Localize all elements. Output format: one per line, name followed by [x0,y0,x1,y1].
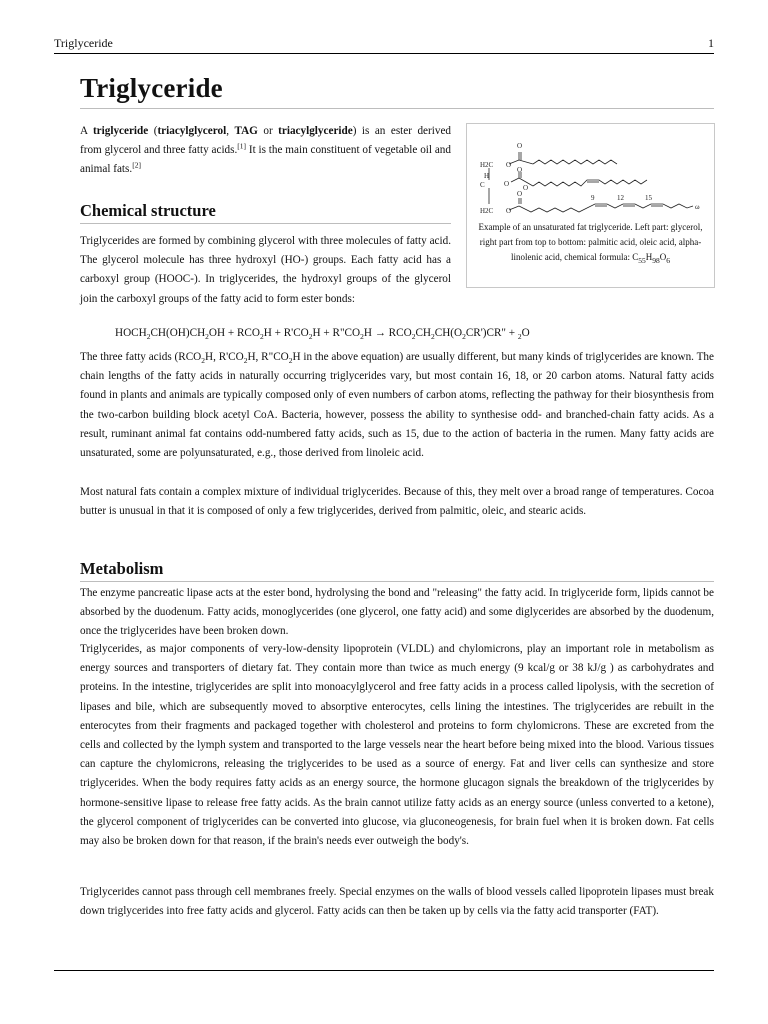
term-tag: TAG [234,125,258,137]
section-divider [80,223,451,224]
esterification-equation: $HOCH_2CH(OH)CH_2OH + RCO_2H + R'CO_2H$ + $R"CO_2H \to RCO_2CH_2CH(O_2CR')CR$" + $_2$O [115,327,530,342]
chemical-structure-paragraph-2: The three fatty acids ($RCO_2H$, $R'CO_2H$, $R"CO_2H$ in the above equation) are usually different, but many kinds of triglycerides are known. The chain lengths of the fatty acids in naturally occurring triglycerides vary, but most contain 16, 18, or 20 carbon atoms. Natural fatty acids found in plants and animals are typically composed only of even numbers of carbon atoms, reflecting the pathway for their biosynthesis from the two-carbon building block acetyl CoA. Bacteria, however, possess the ability to synthesise odd- and branched-chain fatty acids. As a result, ruminant animal fat contains odd-numbered fatty acids, such as 15, due to the action of bacteria in the rumen. Many fatty acids are unsaturated, some are polyunsaturated, e.g., those derived from linoleic acid. [80,351,714,460]
svg-text:ω: ω [695,203,700,211]
intro-paragraph: A triglyceride (triacylglycerol, TAG or triacylglyceride) is an ester derived from glycerol and three fatty acids.[1] It is the main constituent of vegetable oil and animal fats.[2] [80,125,451,176]
svg-text:O: O [506,207,512,215]
section-divider [80,581,714,582]
title-divider [80,108,714,109]
svg-text:O: O [517,190,523,198]
chemical-structure-paragraph-1: Triglycerides are formed by combining glycerol with three molecules of fatty acid. The glycerol molecule has three hydroxyl (HO-) groups. Each fatty acid has a carboxyl group (HOOC-). In triglycerides, the hydroxyl groups of the glycerol join the carboxyl groups of the fatty acid to form ester bonds: [80,235,451,305]
metabolism-paragraph-2: Triglycerides, as major components of very-low-density lipoprotein (VLDL) and chylomicrons, play an important role in metabolism as energy sources and transporters of dietary fat. They contain more than twice as much energy (9 kcal/g or 38 kJ/g ) as carbohydrates and proteins. In the intestine, triglycerides are split into monoacylglycerol and free fatty acids in a process called lipolysis, with the secretion of lipases and bile, which are subsequently moved to absorptive enterocytes, cells lining the intestines. The triglycerides are rebuilt in the enterocytes from their fragments and packaged together with cholesterol and proteins to form chylomicrons. These are excreted from the cells and collected by the lymph system and transported to the large vessels near the heart before being mixed into the blood. Various tissues can capture the chylomicrons, releasing the triglycerides to be used as a source of energy. Fat and liver cells can synthesize and store triglycerides. When the body requires fatty acids as an energy source, the hormone glucagon signals the breakdown of the triglycerides by hormone-sensitive lipase to release free fatty acids. As the brain cannot utilize fatty acids as an energy source (unless converted to a ketone), the glycerol component of triglycerides can be converted into glucose, via gluconeogenesis, for brain fuel when it is broken down. Fat cells may also be broken down for that reason, if the brain's needs ever outweigh the body's. [80,643,714,848]
citation-2[interactable]: [2] [132,160,141,170]
section-heading-chemical-structure: Chemical structure [80,201,216,220]
running-header [54,35,714,54]
svg-text:O: O [506,161,512,169]
svg-text:9: 9 [591,194,595,202]
page-title: Triglyceride [80,73,223,103]
svg-text:H2C: H2C [480,161,494,169]
svg-text:H: H [484,172,490,180]
footer-divider [54,970,714,971]
term-triglyceride: triglyceride [92,125,149,137]
svg-text:15: 15 [645,194,652,202]
figure-caption: Example of an unsaturated fat triglyceride. Left part: glycerol, right part from top to bottom: palmitic acid, oleic acid, alpha-linolenic acid, chemical formula: $C_{55}H_{98}O_6$ [478,222,703,265]
svg-text:O: O [517,142,523,150]
citation-1[interactable]: [1] [237,141,247,151]
svg-text:C: C [480,181,485,189]
svg-text:O: O [504,180,510,188]
term-triacylglycerol: triacylglycerol [157,125,227,137]
chemical-structure-paragraph-3: Most natural fats contain a complex mixture of individual triglycerides. Because of this, they melt over a broad range of temperatures. Cocoa butter is unusual in that it is composed of only a few triglycerides, derived from palmitic, oleic, and stearic acids. [80,486,714,518]
svg-text:O: O [523,184,529,192]
triglyceride-structure-diagram [471,128,710,218]
triglyceride-figure [466,123,715,288]
running-title: Triglyceride [54,36,113,50]
svg-text:O: O [517,166,523,174]
metabolism-paragraph-1: The enzyme pancreatic lipase acts at the ester bond, hydrolysing the bond and "releasing" the fatty acid. In triglyceride form, lipids cannot be absorbed by the duodenum. Fatty acids, monoglycerides (one glycerol, one fatty acid) and some diglycerides are absorbed by the duodenum, once the triglycerides have been broken down. [80,587,714,638]
metabolism-paragraph-3: Triglycerides cannot pass through cell membranes freely. Special enzymes on the walls of blood vessels called lipoprotein lipases must break down triglycerides into free fatty acids and glycerol. Fatty acids can then be taken up by cells via the fatty acid transporter (FAT). [80,886,714,918]
page-number: 1 [708,36,714,50]
svg-text:H2C: H2C [480,207,494,215]
svg-text:12: 12 [617,194,624,202]
section-heading-metabolism: Metabolism [80,559,164,578]
term-triacylglyceride: triacylglyceride [278,125,353,137]
